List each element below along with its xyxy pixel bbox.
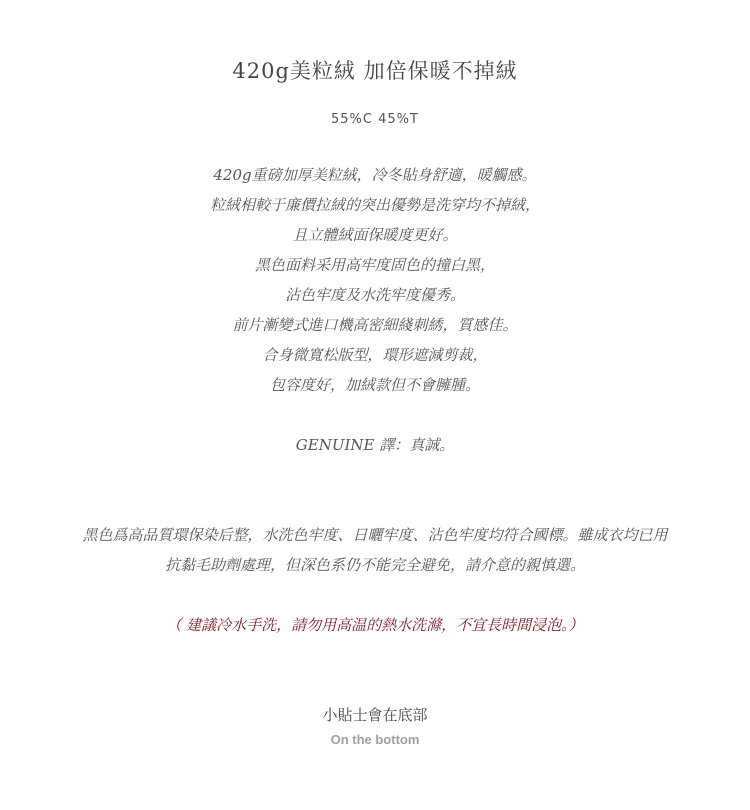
description-line: 沾色牢度及水洗牢度優秀。: [284, 286, 465, 304]
care-note: [0, 520, 750, 580]
care-note-line: 抗黏毛助劑處理，但深色系仍不能完全避免，請介意的親慎選。: [164, 556, 585, 574]
washing-warning: （ 建議冷水手洗，請勿用高温的熱水洗滌，不宜長時間浸泡。）: [166, 616, 584, 634]
care-note-line: 黑色爲高品質環保染后整，水洗色牢度、日曬牢度、沾色牢度均符合國標。雖成衣均已用: [82, 526, 668, 544]
description-line: 合身微寬松版型，環形遮減剪裁，: [262, 346, 488, 364]
description-line: 420g重磅加厚美粒絨，冷冬貼身舒適，暖觸感。: [213, 166, 537, 184]
tips-label: 小貼士會在底部: [322, 706, 428, 724]
genuine-translation: GENUINE 譯：真誠。: [295, 436, 455, 454]
description-line: 粒絨相較于廉價拉絨的突出優勢是洗穿均不掉絨，: [209, 196, 540, 214]
fabric-composition: 55%C 45%T: [331, 112, 419, 127]
tips-sublabel: On the bottom: [330, 732, 420, 747]
description-block: [0, 160, 750, 400]
product-title: 420g美粒絨 加倍保暖不掉絨: [232, 59, 518, 83]
description-line: 黑色面料采用高牢度固色的撞白黑，: [254, 256, 495, 274]
description-line: 前片漸變式進口機高密細綫刺綉，質感佳。: [232, 316, 518, 334]
description-line: 且立體絨面保暖度更好。: [292, 226, 458, 244]
description-line: 包容度好，加絨款但不會臃腫。: [269, 376, 480, 394]
